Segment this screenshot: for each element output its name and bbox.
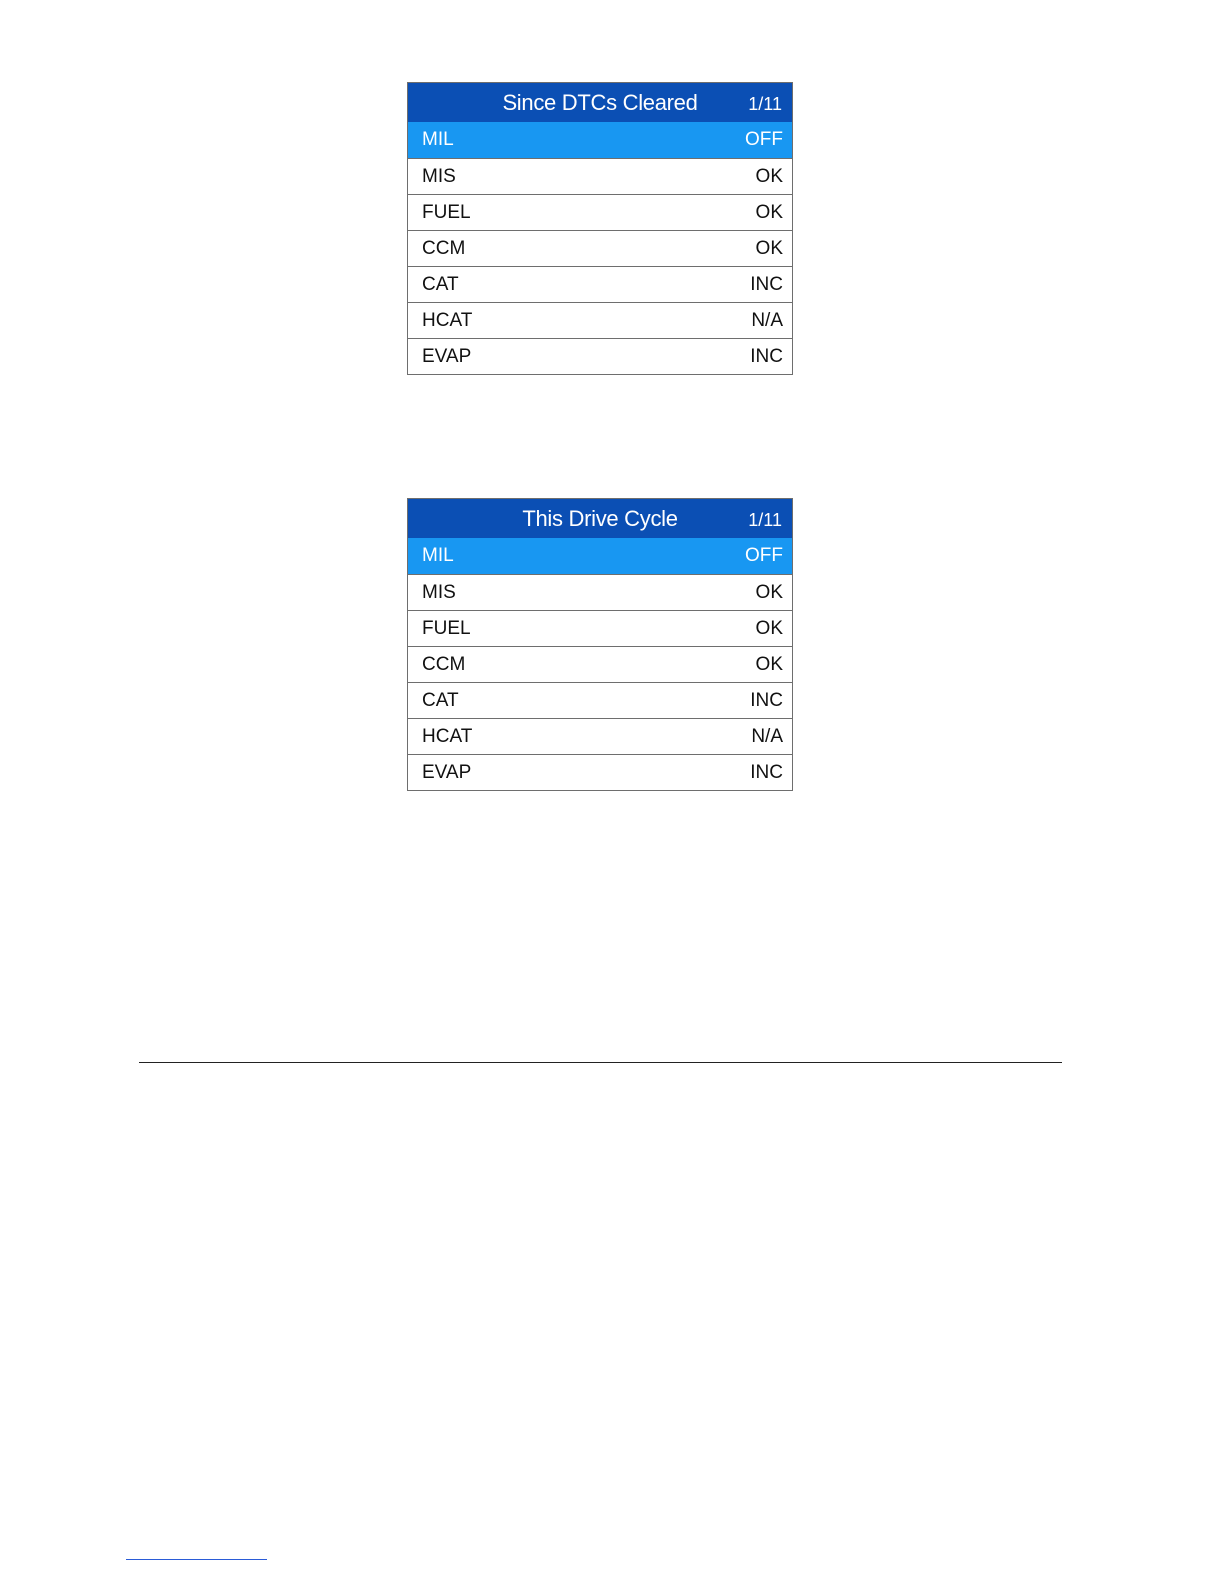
monitor-row-evap[interactable] [408,754,792,790]
monitor-label: MIL [422,545,454,566]
monitor-status: OK [755,654,783,675]
monitor-label: MIS [422,166,456,187]
screen-header [408,83,792,122]
monitor-label: CCM [422,654,466,675]
page-divider [139,1062,1062,1063]
monitor-row-fuel[interactable] [408,194,792,230]
monitor-status: INC [750,274,783,295]
since-dtcs-cleared-screen [407,82,793,375]
page-indicator: 1/11 [748,94,782,114]
monitor-list [408,122,792,374]
monitor-label: HCAT [422,726,473,747]
monitor-label: CCM [422,238,466,259]
this-drive-cycle-screen [407,498,793,791]
monitor-label: MIL [422,129,454,150]
monitor-label: EVAP [422,346,472,367]
monitor-status: OK [755,166,783,187]
monitor-row-mil[interactable] [408,538,792,574]
monitor-row-mis[interactable] [408,158,792,194]
monitor-status: OK [755,202,783,223]
monitor-row-ccm[interactable] [408,646,792,682]
monitor-label: EVAP [422,762,472,783]
monitor-row-mil[interactable] [408,122,792,158]
monitor-row-fuel[interactable] [408,610,792,646]
monitor-status: OFF [745,545,783,566]
monitor-status: OFF [745,129,783,150]
monitor-status: OK [755,618,783,639]
monitor-label: FUEL [422,618,471,639]
monitor-status: INC [750,346,783,367]
monitor-status: OK [755,238,783,259]
monitor-label: HCAT [422,310,473,331]
monitor-status: INC [750,690,783,711]
page-indicator: 1/11 [748,510,782,530]
screen-title: Since DTCs Cleared [502,90,698,115]
monitor-status: INC [750,762,783,783]
footnote-separator [126,1559,267,1560]
monitor-label: MIS [422,582,456,603]
monitor-row-evap[interactable] [408,338,792,374]
monitor-row-mis[interactable] [408,574,792,610]
monitor-label: FUEL [422,202,471,223]
monitor-row-cat[interactable] [408,266,792,302]
monitor-list [408,538,792,790]
monitor-row-hcat[interactable] [408,718,792,754]
monitor-label: CAT [422,690,459,711]
monitor-row-hcat[interactable] [408,302,792,338]
monitor-status: N/A [751,726,783,747]
monitor-label: CAT [422,274,459,295]
monitor-row-ccm[interactable] [408,230,792,266]
monitor-row-cat[interactable] [408,682,792,718]
monitor-status: N/A [751,310,783,331]
screen-title: This Drive Cycle [522,506,678,531]
screen-header [408,499,792,538]
monitor-status: OK [755,582,783,603]
